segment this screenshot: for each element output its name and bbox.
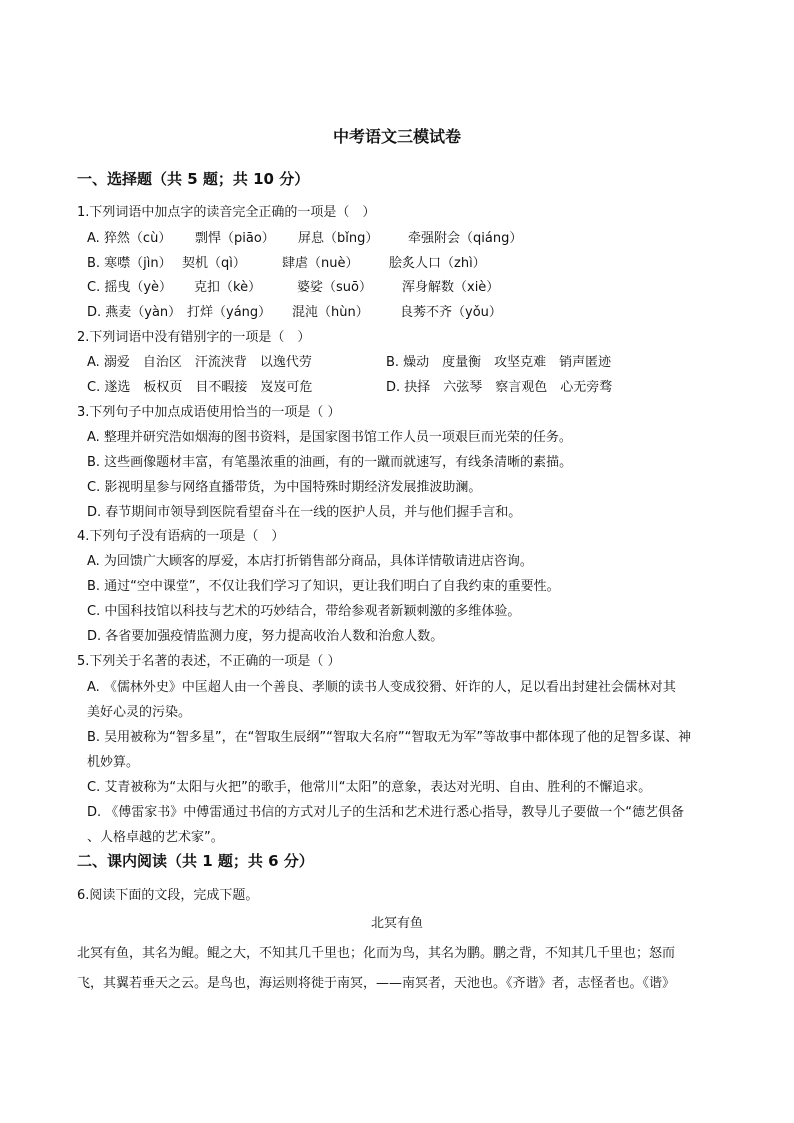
q1-option-c-4: 浑身解数（xiè） [402, 280, 500, 295]
passage-line-1: 北冥有鱼，其名为鲲。鲲之大，不知其几千里也；化而为鸟，其名为鹏。鹏之背，不知其几千里也；怒而 [77, 946, 676, 961]
q5-option-b-line2: 机妙算。 [87, 755, 140, 770]
passage-line-2: 飞，其翼若垂天之云。是鸟也，海运则将徙于南冥，——南冥者，天池也。《齐谐》者，志怪者也。《谐》 [77, 976, 676, 991]
q1-option-a-1: A. 猝然（cù） [87, 231, 172, 246]
q3-option-b: B. 这些画像题材丰富，有笔墨浓重的油画，有的一蹴而就速写，有线条清晰的素描。 [87, 455, 573, 470]
q1-option-a-3: 屏息（bǐng） [298, 231, 379, 246]
q1-option-c-1: C. 摇曳（yè） [87, 280, 173, 295]
q5-option-c: C. 艾青被称为“太阳与火把”的歌手，他常川“太阳”的意象，表达对光明、自由、胜利的不懈追求。 [87, 780, 652, 795]
question-1-stem: 1.下列词语中加点字的读音完全正确的一项是（ ） [77, 205, 376, 220]
question-4-stem: 4.下列句子没有语病的一项是（ ） [77, 529, 285, 544]
q4-option-a: A. 为回馈广大顾客的厚爱，本店打折销售部分商品，具体详情敬请进店咨询。 [87, 554, 533, 569]
q2-option-b: B. 燥动 度量衡 攻坚克难 销声匿迹 [386, 355, 612, 370]
q1-option-b-1: B. 寒噤（jìn） [87, 256, 172, 271]
q1-option-d-1: D. 燕麦（yàn） [87, 305, 182, 320]
q1-option-d-2: 打烊（yáng） [187, 305, 272, 320]
q3-option-d: D. 春节期间市领导到医院看望奋斗在一线的医护人员，并与他们握手言和。 [87, 505, 522, 520]
q1-option-a-4: 牵强附会（qiáng） [408, 231, 523, 246]
q3-option-a: A. 整理并研究浩如烟海的图书资料，是国家图书馆工作人员一项艰巨而光荣的任务。 [87, 430, 572, 445]
passage-title: 北冥有鱼 [370, 916, 423, 931]
q1-option-a-2: 剽悍（piāo） [195, 231, 275, 246]
q2-option-d: D. 抉择 六弦琴 察言观色 心无旁骛 [386, 380, 613, 395]
question-6-stem: 6.阅读下面的文段，完成下题。 [77, 888, 259, 903]
q1-option-d-4: 良莠不齐（yǒu） [400, 305, 502, 320]
q1-option-b-3: 肆虐（nuè） [282, 256, 359, 271]
q1-option-c-3: 婆娑（suō） [297, 280, 372, 295]
q4-option-c: C. 中国科技馆以科技与艺术的巧妙结合，带给参观者新颖刺激的多维体验。 [87, 604, 521, 619]
q1-option-b-2: 契机（qì） [182, 256, 246, 271]
q1-option-d-3: 混沌（hùn） [292, 305, 369, 320]
q1-option-c-2: 克扣（kè） [194, 280, 262, 295]
question-2-stem: 2.下列词语中没有错别字的一项是（ ） [77, 330, 311, 345]
q5-option-d-line2: 、人格卓越的艺术家”。 [87, 830, 224, 845]
q2-option-c: C. 遂选 板权页 目不暇接 岌岌可危 [87, 380, 313, 395]
q5-option-a-line2: 美好心灵的污染。 [87, 705, 192, 720]
section-heading-reading: 二、课内阅读（共 1 题；共 6 分） [77, 852, 314, 870]
section-heading-choice: 一、选择题（共 5 题；共 10 分） [77, 170, 310, 188]
q2-option-a: A. 溺爱 自治区 汗流浃背 以逸代劳 [87, 355, 312, 370]
question-3-stem: 3.下列句子中加点成语使用恰当的一项是（ ） [77, 405, 341, 420]
q5-option-a-line1: A. 《儒林外史》中匡超人由一个善良、孝顺的读书人变成狡猾、奸诈的人，足以看出封建社会儒林对其 [87, 680, 676, 695]
q3-option-c: C. 影视明星参与网络直播带货，为中国特殊时期经济发展推波助澜。 [87, 480, 482, 495]
q5-option-b-line1: B. 吴用被称为“智多星”，在“智取生辰纲”“智取大名府”“智取无为军”等故事中都体现了他的足智多谋、神 [87, 730, 692, 745]
page-title: 中考语文三模试卷 [332, 127, 461, 146]
q1-option-b-4: 脍炙人口（zhì） [389, 256, 486, 271]
q4-option-b: B. 通过“空中课堂”，不仅让我们学习了知识，更让我们明白了自我约束的重要性。 [87, 579, 560, 594]
q4-option-d: D. 各省要加强疫情监测力度，努力提高收治人数和治愈人数。 [87, 629, 444, 644]
q5-option-d-line1: D. 《傅雷家书》中傅雷通过书信的方式对儿子的生活和艺术进行悉心指导，教导儿子要做一个“德艺俱备 [87, 805, 685, 820]
question-5-stem: 5.下列关于名著的表述，不正确的一项是（ ） [77, 654, 341, 669]
